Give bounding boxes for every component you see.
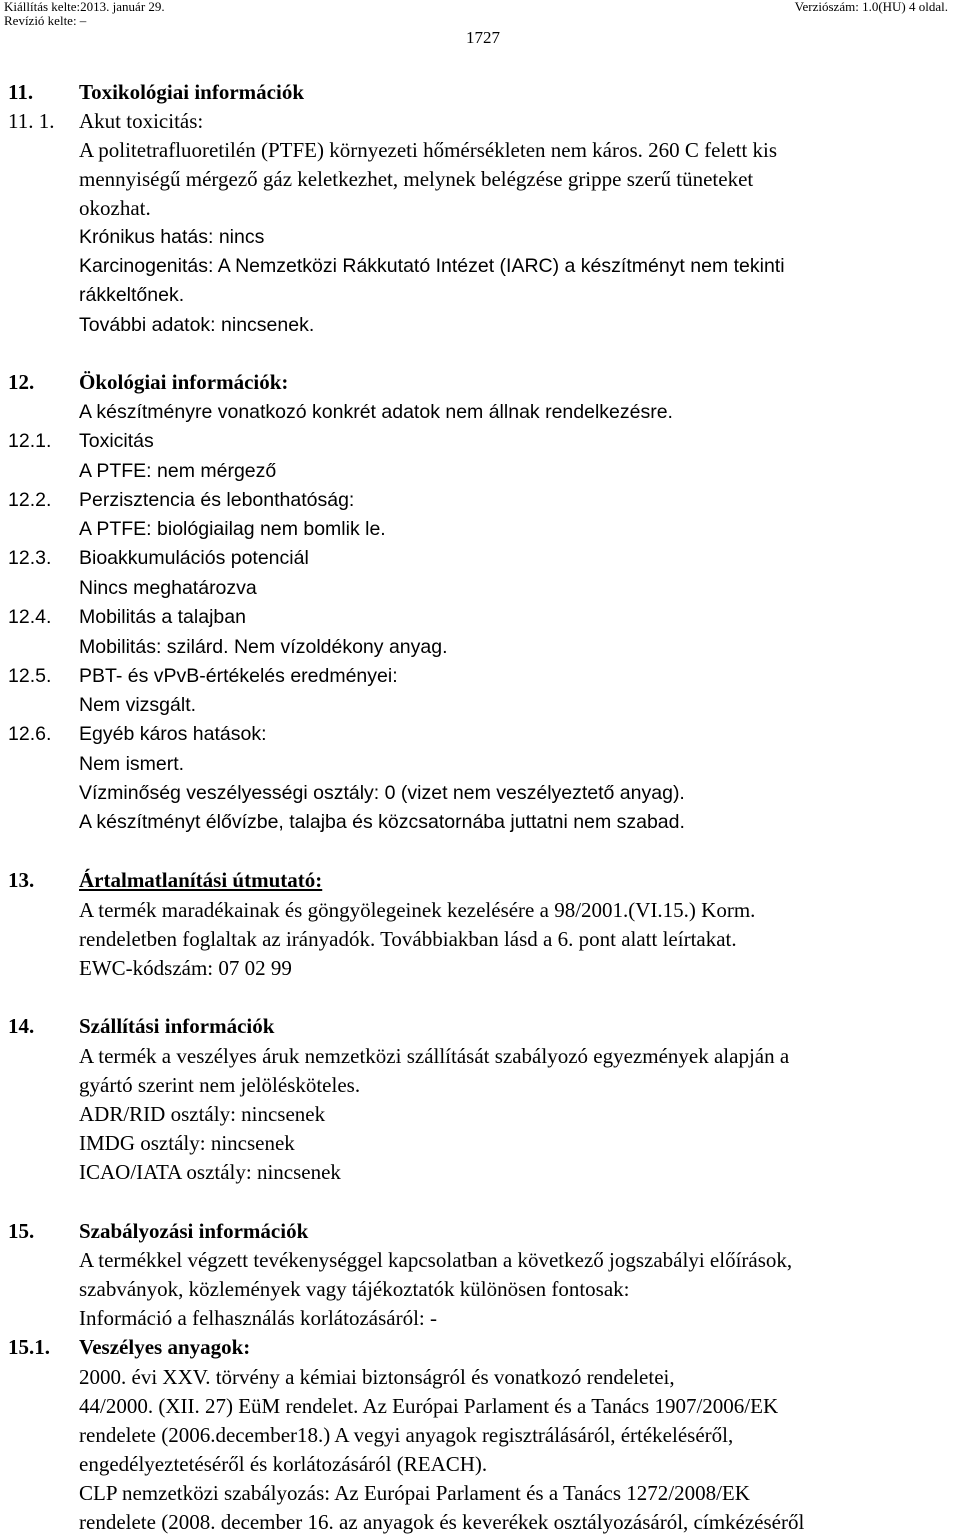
section-15-text: 2000. évi XXV. törvény a kémiai biztonságról és vonatkozó rendeletei, xyxy=(79,1365,675,1389)
issue-date: Kiállítás kelte:2013. január 29. xyxy=(4,0,165,14)
section-15-text: CLP nemzetközi szabályozás: Az Európai Parlament és a Tanács 1272/2008/EK xyxy=(79,1481,750,1505)
subsection-title: Toxicitás xyxy=(79,430,154,452)
section-14-number: 14. xyxy=(8,1014,35,1038)
section-15-number: 15. xyxy=(8,1219,35,1243)
subsection-text: Nincs meghatározva xyxy=(79,577,257,599)
section-11-title: Toxikológiai információk xyxy=(79,80,305,104)
section-11-text: rákkeltőnek. xyxy=(79,284,185,306)
section-14-text: ICAO/IATA osztály: nincsenek xyxy=(79,1160,341,1184)
subsection-number: 12.3. xyxy=(8,547,52,569)
subsection-title: Mobilitás a talajban xyxy=(79,606,246,628)
subsection-text: A PTFE: nem mérgező xyxy=(79,460,277,482)
section-12-title: Ökológiai információk: xyxy=(79,370,289,394)
section-15-text: rendelete (2008. december 16. az anyagok és keverékek osztályozásáról, címkézéséről xyxy=(79,1510,805,1534)
section-14-text: gyártó szerint nem jelölésköteles. xyxy=(79,1073,361,1097)
subsection-title: PBT- és vPvB-értékelés eredményei: xyxy=(79,665,398,687)
section-11-text: mennyiségű mérgező gáz keletkezhet, melynek belégzése grippe szerű tüneteket xyxy=(79,167,754,191)
section-15-text: 44/2000. (XII. 27) EüM rendelet. Az Európai Parlament és a Tanács 1907/2006/EK xyxy=(79,1394,779,1418)
section-15-text: szabványok, közlemények vagy tájékoztatók különösen fontosak: xyxy=(79,1277,630,1301)
section-11-text: Karcinogenitás: A Nemzetközi Rákkutató Intézet (IARC) a készítményt nem tekinti xyxy=(79,255,785,277)
section-11-text: További adatok: nincsenek. xyxy=(79,314,315,336)
version-info: Verziószám: 1.0(HU) 4 oldal. xyxy=(794,0,948,14)
section-15-text: A termékkel végzett tevékenységgel kapcsolatban a következő jogszabályi előírások, xyxy=(79,1248,793,1272)
revision-date: Revízió kelte: – xyxy=(4,13,87,28)
subsection-number: 12.2. xyxy=(8,489,52,511)
subsection-text: Nem ismert. xyxy=(79,753,185,775)
section-12-number: 12. xyxy=(8,370,35,394)
section-13-text: rendeletben foglaltak az irányadók. Továbbiakban lásd a 6. pont alatt leírtakat. xyxy=(79,927,737,951)
section-12-intro: A készítményre vonatkozó konkrét adatok nem állnak rendelkezésre. xyxy=(79,401,673,423)
section-14-text: IMDG osztály: nincsenek xyxy=(79,1131,295,1155)
subsection-15-1-number: 15.1. xyxy=(8,1335,50,1359)
section-11-text: A politetrafluoretilén (PTFE) környezeti hőmérsékleten nem káros. 260 C felett kis xyxy=(79,138,778,162)
section-11-number: 11. xyxy=(8,80,34,104)
subsection-title: Bioakkumulációs potenciál xyxy=(79,547,309,569)
section-11-text: okozhat. xyxy=(79,196,151,220)
section-15-text: rendelete (2006.december18.) A vegyi anyagok regisztrálásáról, értékeléséről, xyxy=(79,1423,734,1447)
subsection-number: 12.1. xyxy=(8,430,52,452)
section-15-text: engedélyeztetéséről és korlátozásáról (REACH). xyxy=(79,1452,488,1476)
section-15-title: Szabályozási információk xyxy=(79,1219,309,1243)
subsection-title: Perzisztencia és lebonthatóság: xyxy=(79,489,355,511)
page-number: 1727 xyxy=(466,28,500,47)
section-13-title: Ártalmatlanítási útmutató: xyxy=(79,868,323,892)
section-13-number: 13. xyxy=(8,868,35,892)
subsection-text: Mobilitás: szilárd. Nem vízoldékony anyag. xyxy=(79,636,448,658)
subsection-15-1-title: Veszélyes anyagok: xyxy=(79,1335,251,1359)
section-11-text: Krónikus hatás: nincs xyxy=(79,226,265,248)
section-14-text: A termék a veszélyes áruk nemzetközi szállítását szabályozó egyezmények alapján a xyxy=(79,1044,790,1068)
subsection-text: Vízminőség veszélyességi osztály: 0 (vizet nem veszélyeztető anyag). xyxy=(79,782,685,804)
section-13-text: EWC-kódszám: 07 02 99 xyxy=(79,956,292,980)
subsection-text: A készítményt élővízbe, talajba és közcsatornába juttatni nem szabad. xyxy=(79,811,685,833)
section-14-title: Szállítási információk xyxy=(79,1014,275,1038)
subsection-text: Nem vizsgált. xyxy=(79,694,197,716)
section-14-text: ADR/RID osztály: nincsenek xyxy=(79,1102,326,1126)
subsection-text: A PTFE: biológiailag nem bomlik le. xyxy=(79,518,386,540)
subsection-number: 12.4. xyxy=(8,606,52,628)
subsection-number: 12.5. xyxy=(8,665,52,687)
subsection-11-1-number: 11. 1. xyxy=(8,109,55,133)
subsection-11-1-title: Akut toxicitás: xyxy=(79,109,204,133)
section-13-text: A termék maradékainak és göngyölegeinek kezelésére a 98/2001.(VI.15.) Korm. xyxy=(79,898,756,922)
subsection-title: Egyéb káros hatások: xyxy=(79,723,267,745)
section-15-text: Információ a felhasználás korlátozásáról: - xyxy=(79,1306,437,1330)
subsection-number: 12.6. xyxy=(8,723,52,745)
